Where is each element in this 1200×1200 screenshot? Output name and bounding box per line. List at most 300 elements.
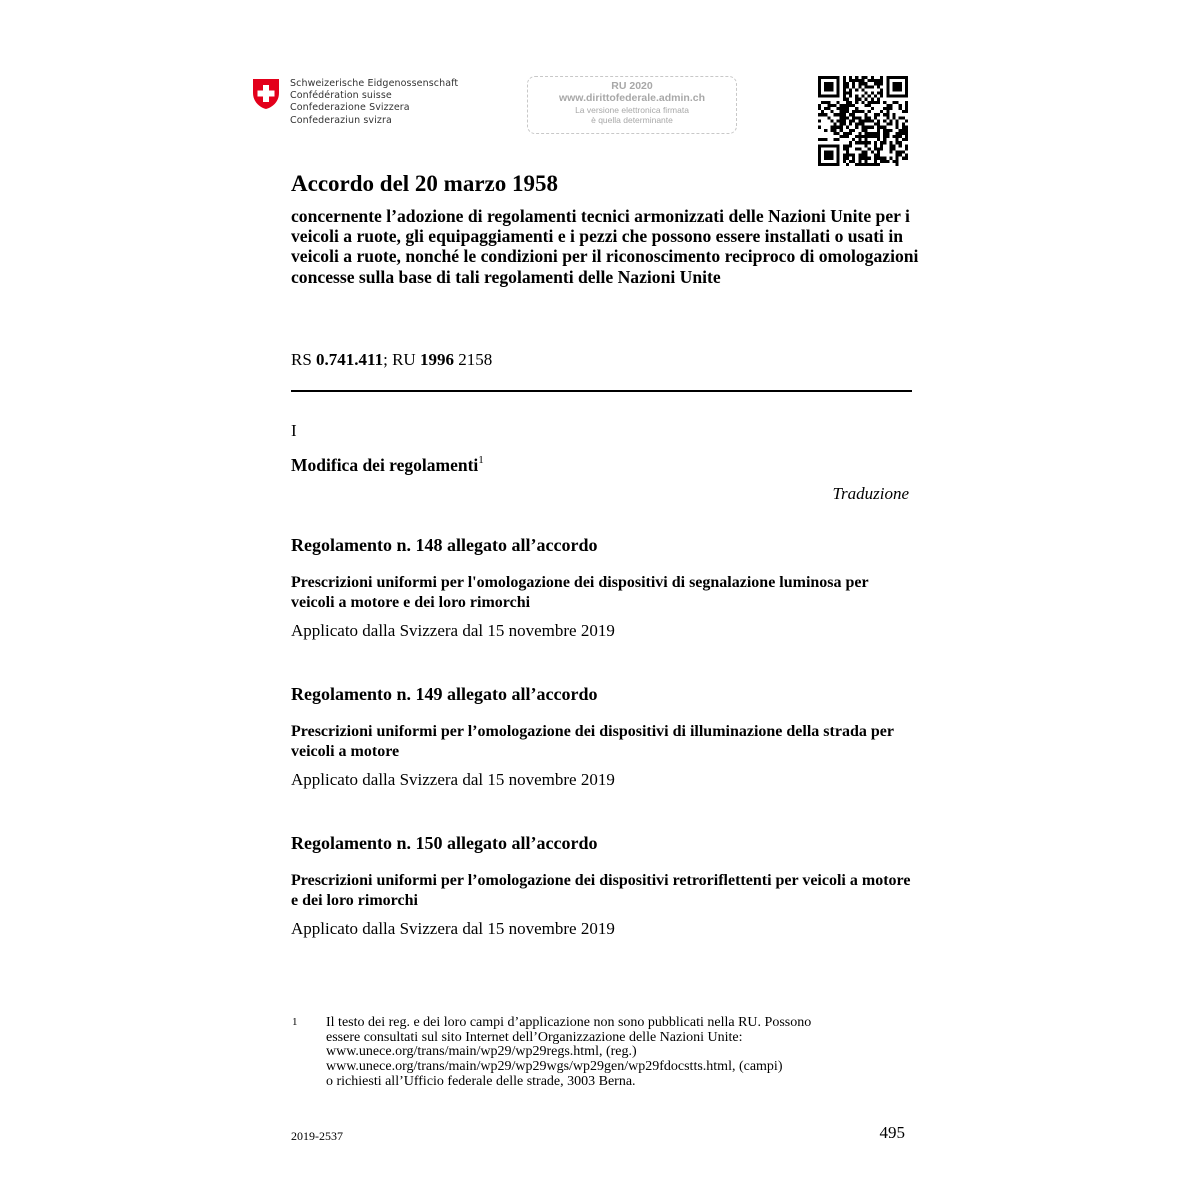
qr-module: [877, 154, 880, 157]
qr-module: [843, 110, 846, 113]
qr-module: [865, 116, 868, 119]
qr-module: [837, 160, 840, 163]
qr-module: [849, 88, 852, 91]
qr-module: [865, 126, 868, 129]
qr-module: [902, 150, 905, 153]
qr-module: [874, 82, 877, 85]
qr-module: [852, 82, 855, 85]
qr-module: [818, 163, 821, 166]
qr-module: [858, 138, 861, 141]
qr-module: [892, 135, 895, 138]
qr-module: [818, 113, 821, 116]
qr-module: [830, 154, 833, 157]
qr-module: [886, 95, 889, 98]
qr-module: [827, 116, 830, 119]
qr-module: [846, 163, 849, 166]
qr-module: [886, 135, 889, 138]
qr-module: [843, 85, 846, 88]
qr-module: [889, 144, 892, 147]
qr-module: [871, 101, 874, 104]
qr-module: [837, 95, 840, 98]
qr-module: [858, 119, 861, 122]
stamp-collection: RU 2020: [611, 80, 653, 92]
qr-module: [886, 160, 889, 163]
qr-module: [837, 154, 840, 157]
qr-module: [830, 110, 833, 113]
qr-module: [880, 147, 883, 150]
qr-module: [889, 123, 892, 126]
qr-module: [861, 150, 864, 153]
qr-module: [880, 95, 883, 98]
qr-module: [899, 150, 902, 153]
qr-module: [868, 85, 871, 88]
qr-module: [865, 129, 868, 132]
qr-module: [821, 163, 824, 166]
qr-module: [858, 135, 861, 138]
qr-module: [818, 92, 821, 95]
qr-module: [852, 110, 855, 113]
qr-module: [886, 132, 889, 135]
qr-module: [846, 92, 849, 95]
translation-note: Traduzione: [832, 484, 909, 503]
qr-module: [827, 163, 830, 166]
qr-module: [905, 138, 908, 141]
qr-module: [843, 95, 846, 98]
qr-module: [843, 98, 846, 101]
qr-module: [865, 76, 868, 79]
qr-module: [840, 104, 843, 107]
qr-module: [880, 157, 883, 160]
qr-module: [905, 144, 908, 147]
qr-module: [880, 144, 883, 147]
qr-module: [824, 154, 827, 157]
qr-module: [821, 76, 824, 79]
qr-module: [861, 141, 864, 144]
qr-module: [821, 113, 824, 116]
qr-module: [865, 113, 868, 116]
qr-module: [837, 85, 840, 88]
footnote-text: [326, 1016, 926, 1090]
qr-module: [840, 116, 843, 119]
qr-module: [827, 154, 830, 157]
qr-module: [846, 150, 849, 153]
qr-module: [849, 119, 852, 122]
qr-module: [855, 107, 858, 110]
qr-module: [896, 123, 899, 126]
qr-module: [883, 119, 886, 122]
qr-module: [827, 157, 830, 160]
qr-module: [877, 98, 880, 101]
qr-module: [883, 113, 886, 116]
qr-module: [880, 79, 883, 82]
qr-module: [830, 104, 833, 107]
qr-module: [837, 163, 840, 166]
qr-module: [874, 95, 877, 98]
qr-module: [899, 82, 902, 85]
qr-module: [880, 88, 883, 91]
qr-module: [858, 79, 861, 82]
qr-module: [896, 150, 899, 153]
qr-module: [821, 144, 824, 147]
qr-module: [818, 76, 821, 79]
qr-module: [861, 135, 864, 138]
qr-module: [889, 129, 892, 132]
qr-module: [883, 101, 886, 104]
qr-module: [837, 76, 840, 79]
qr-module: [834, 95, 837, 98]
qr-module: [874, 163, 877, 166]
qr-module: [861, 123, 864, 126]
qr-module: [843, 132, 846, 135]
qr-module: [886, 104, 889, 107]
qr-module: [818, 82, 821, 85]
qr-module: [846, 126, 849, 129]
regulation-description: Prescrizioni uniformi per l’omologazione dei dispositivi di illuminazione della strada per veicoli a motore: [291, 723, 894, 760]
qr-module: [874, 144, 877, 147]
qr-module: [858, 85, 861, 88]
qr-module: [871, 163, 874, 166]
footnote-link-fields[interactable]: www.unece.org/trans/main/wp29/wp29wgs/wp29gen/wp29fdocstts.html, (campi): [326, 1059, 783, 1075]
qr-module: [852, 129, 855, 132]
qr-module: [865, 135, 868, 138]
footnote-number: 1: [292, 1016, 298, 1028]
stamp-website: www.dirittofederale.admin.ch: [558, 92, 706, 104]
qr-module: [877, 119, 880, 122]
qr-module: [899, 107, 902, 110]
ru-page: 2158: [453, 350, 493, 369]
qr-module: [865, 141, 868, 144]
qr-module: [843, 82, 846, 85]
qr-module: [865, 138, 868, 141]
qr-module: [877, 157, 880, 160]
qr-module: [827, 82, 830, 85]
document-title: Accordo del 20 marzo 1958: [291, 171, 558, 196]
regulation-heading: Regolamento n. 150 allegato all’accordo: [291, 833, 598, 853]
qr-module: [889, 95, 892, 98]
qr-module: [818, 154, 821, 157]
qr-module: [896, 76, 899, 79]
qr-module: [818, 147, 821, 150]
qr-module: [874, 141, 877, 144]
qr-module: [886, 110, 889, 113]
qr-module: [886, 82, 889, 85]
qr-module: [899, 76, 902, 79]
section-number: I: [291, 421, 297, 440]
qr-module: [874, 154, 877, 157]
qr-module: [871, 126, 874, 129]
qr-module: [880, 82, 883, 85]
qr-module: [861, 129, 864, 132]
qr-module: [905, 82, 908, 85]
footnote-link-regs[interactable]: www.unece.org/trans/main/wp29/wp29regs.html, (reg.): [326, 1044, 637, 1060]
qr-module: [837, 138, 840, 141]
qr-module: [821, 101, 824, 104]
qr-module: [868, 135, 871, 138]
qr-module: [877, 85, 880, 88]
qr-module: [852, 119, 855, 122]
section-title-text: Modifica dei regolamenti: [291, 455, 479, 475]
qr-module: [892, 116, 895, 119]
qr-module: [899, 85, 902, 88]
qr-module: [855, 101, 858, 104]
qr-module: [892, 88, 895, 91]
qr-module: [886, 76, 889, 79]
qr-module: [837, 126, 840, 129]
qr-module: [858, 157, 861, 160]
qr-module: [896, 160, 899, 163]
page-number: 495: [879, 1123, 905, 1142]
qr-module: [905, 135, 908, 138]
qr-module: [871, 98, 874, 101]
qr-module: [855, 110, 858, 113]
qr-module: [827, 101, 830, 104]
qr-module: [896, 135, 899, 138]
qr-module: [877, 135, 880, 138]
qr-module: [843, 113, 846, 116]
qr-module: [830, 150, 833, 153]
qr-module: [905, 110, 908, 113]
qr-module: [824, 95, 827, 98]
qr-module: [892, 147, 895, 150]
qr-module: [871, 150, 874, 153]
qr-module: [824, 144, 827, 147]
qr-module: [871, 119, 874, 122]
qr-module: [846, 157, 849, 160]
qr-module: [840, 123, 843, 126]
authority-name-it: Confederazione Svizzera: [290, 102, 410, 114]
qr-module: [880, 160, 883, 163]
qr-module: [899, 116, 902, 119]
qr-module: [821, 138, 824, 141]
qr-module: [883, 160, 886, 163]
qr-module: [846, 98, 849, 101]
document-id: 2019-2537: [291, 1129, 343, 1143]
qr-module: [877, 113, 880, 116]
qr-module: [858, 110, 861, 113]
qr-module: [858, 154, 861, 157]
qr-module: [886, 123, 889, 126]
qr-module: [855, 76, 858, 79]
qr-module: [892, 82, 895, 85]
qr-module: [883, 135, 886, 138]
qr-module: [840, 119, 843, 122]
qr-module: [834, 129, 837, 132]
qr-module: [840, 129, 843, 132]
qr-module: [899, 154, 902, 157]
qr-module: [886, 79, 889, 82]
qr-module: [849, 104, 852, 107]
qr-module: [874, 160, 877, 163]
qr-module: [834, 144, 837, 147]
qr-module: [902, 157, 905, 160]
qr-module: [827, 107, 830, 110]
qr-module: [824, 150, 827, 153]
qr-module: [877, 79, 880, 82]
qr-module: [827, 76, 830, 79]
qr-module: [852, 116, 855, 119]
qr-module: [892, 95, 895, 98]
qr-module: [824, 76, 827, 79]
qr-module: [818, 119, 821, 122]
qr-module: [868, 119, 871, 122]
qr-module: [874, 147, 877, 150]
qr-module: [818, 126, 821, 129]
qr-module: [858, 116, 861, 119]
qr-module: [827, 95, 830, 98]
qr-module: [837, 79, 840, 82]
qr-module: [824, 163, 827, 166]
qr-module: [896, 126, 899, 129]
qr-module: [905, 88, 908, 91]
federal-authority-names: [290, 78, 458, 127]
qr-module: [868, 147, 871, 150]
qr-module: [874, 157, 877, 160]
qr-module: [843, 79, 846, 82]
qr-module: [846, 104, 849, 107]
regulation-description: Prescrizioni uniformi per l'omologazione dei dispositivi di segnalazione luminosa per veicoli a motore e dei loro rimorchi: [291, 574, 869, 611]
qr-module: [837, 107, 840, 110]
qr-module: [874, 79, 877, 82]
qr-module: [868, 116, 871, 119]
qr-module: [846, 101, 849, 104]
qr-module: [830, 88, 833, 91]
qr-module: [868, 126, 871, 129]
qr-module: [899, 135, 902, 138]
qr-module: [852, 160, 855, 163]
qr-module: [905, 79, 908, 82]
qr-module: [861, 154, 864, 157]
qr-module: [840, 135, 843, 138]
qr-module: [877, 92, 880, 95]
qr-module: [861, 101, 864, 104]
qr-module: [824, 88, 827, 91]
qr-module: [905, 107, 908, 110]
qr-module: [843, 116, 846, 119]
qr-module: [837, 88, 840, 91]
qr-module: [883, 126, 886, 129]
qr-module: [855, 79, 858, 82]
qr-module: [902, 138, 905, 141]
qr-module: [865, 82, 868, 85]
qr-module: [837, 92, 840, 95]
qr-module: [886, 92, 889, 95]
qr-module: [824, 107, 827, 110]
qr-module: [874, 132, 877, 135]
qr-module: [899, 104, 902, 107]
footnote-line: essere consultati sul sito Internet dell’Organizzazione delle Nazioni Unite:: [326, 1029, 743, 1045]
authority-name-fr: Confédération suisse: [290, 90, 392, 102]
qr-module: [874, 123, 877, 126]
ru-year: 1996: [419, 350, 454, 369]
qr-module: [865, 157, 868, 160]
qr-module: [886, 88, 889, 91]
qr-module: [852, 154, 855, 157]
qr-module: [883, 129, 886, 132]
qr-module: [849, 95, 852, 98]
qr-module: [849, 79, 852, 82]
qr-module: [840, 110, 843, 113]
qr-module: [861, 76, 864, 79]
regulation-applied-date: Applicato dalla Svizzera dal 15 novembre 2019: [291, 770, 615, 789]
qr-module: [874, 113, 877, 116]
qr-module: [852, 113, 855, 116]
qr-module: [886, 85, 889, 88]
qr-module: [849, 129, 852, 132]
qr-module: [855, 98, 858, 101]
qr-module: [889, 119, 892, 122]
qr-module: [889, 76, 892, 79]
qr-module: [837, 113, 840, 116]
qr-module: [849, 123, 852, 126]
qr-module: [824, 129, 827, 132]
qr-module: [892, 85, 895, 88]
qr-module: [834, 163, 837, 166]
qr-module: [889, 150, 892, 153]
qr-module: [830, 129, 833, 132]
qr-module: [899, 141, 902, 144]
regulation-description: Prescrizioni uniformi per l’omologazione dei dispositivi retroriflettenti per veicoli a motore e dei loro rimorchi: [291, 872, 911, 909]
qr-module: [846, 132, 849, 135]
qr-module: [902, 116, 905, 119]
qr-module: [855, 147, 858, 150]
qr-module: [830, 163, 833, 166]
qr-module: [905, 157, 908, 160]
qr-module: [902, 76, 905, 79]
qr-module: [818, 138, 821, 141]
qr-module: [834, 126, 837, 129]
qr-module: [889, 141, 892, 144]
qr-module: [830, 144, 833, 147]
qr-module: [886, 113, 889, 116]
qr-module: [905, 85, 908, 88]
qr-module: [865, 85, 868, 88]
rs-label: RS: [291, 350, 317, 369]
qr-module: [896, 88, 899, 91]
qr-module: [905, 101, 908, 104]
qr-module: [889, 147, 892, 150]
qr-module: [840, 126, 843, 129]
qr-module: [843, 160, 846, 163]
qr-module: [818, 107, 821, 110]
qr-module: [892, 160, 895, 163]
qr-module: [861, 126, 864, 129]
qr-module: [892, 101, 895, 104]
footnote-line: Il testo dei reg. e dei loro campi d’applicazione non sono pubblicati nella RU. Possono: [326, 1015, 812, 1030]
qr-module: [834, 113, 837, 116]
qr-module: [899, 132, 902, 135]
qr-module: [883, 107, 886, 110]
qr-module: [855, 135, 858, 138]
rs-reference: [291, 350, 492, 370]
qr-module: [843, 119, 846, 122]
qr-module: [899, 144, 902, 147]
qr-module: [852, 157, 855, 160]
qr-module: [905, 119, 908, 122]
qr-module: [868, 157, 871, 160]
qr-module: [896, 119, 899, 122]
qr-module: [880, 110, 883, 113]
qr-module: [899, 95, 902, 98]
qr-module: [892, 113, 895, 116]
qr-module: [824, 82, 827, 85]
qr-module: [843, 92, 846, 95]
qr-module: [846, 147, 849, 150]
regulation-heading: Regolamento n. 149 allegato all’accordo: [291, 684, 598, 704]
qr-module: [899, 88, 902, 91]
official-publication-stamp: [527, 76, 737, 134]
qr-module: [818, 79, 821, 82]
footnote-reference[interactable]: 1: [478, 454, 484, 466]
